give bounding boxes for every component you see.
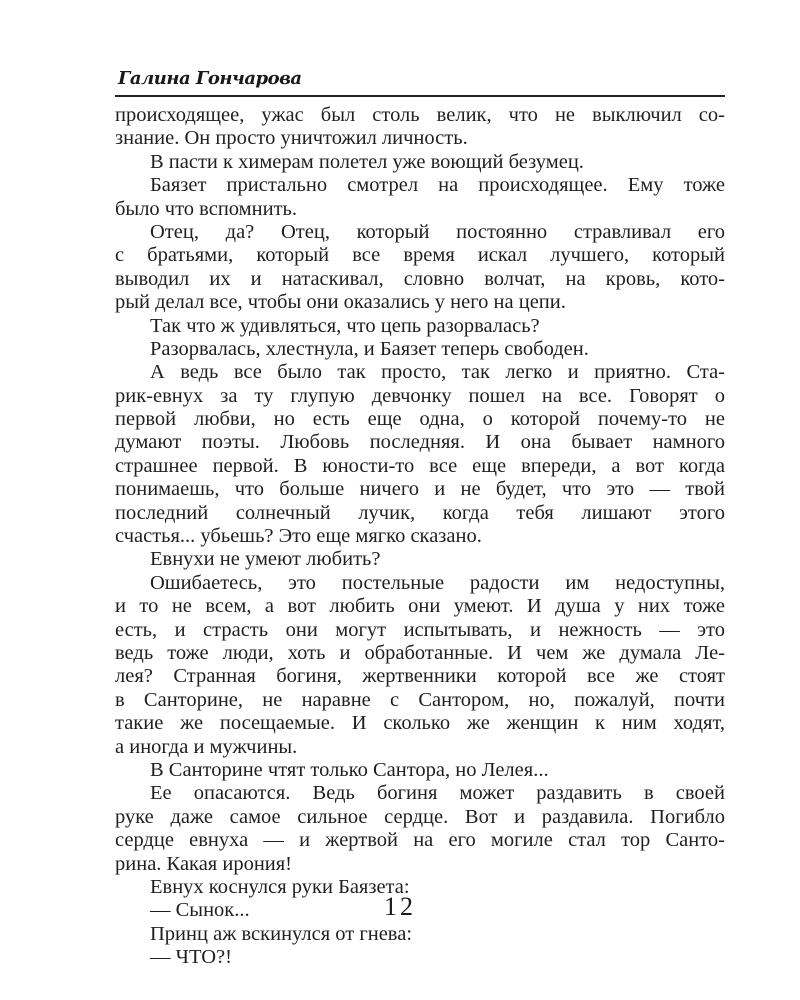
text-line: Отец, да? Отец, который постоянно стравливал его	[150, 220, 725, 243]
text-line: ведь тоже люди, хоть и обработанные. И чем же думала Ле-	[115, 641, 725, 664]
text-line: В Санторине чтят только Сантора, но Лелея...	[150, 758, 549, 781]
running-header	[115, 65, 725, 97]
text-line: Евнух коснулся руки Баязета:	[150, 875, 410, 898]
text-line: Разорвалась, хлестнула, и Баязет теперь свободен.	[150, 337, 589, 360]
text-line: страшнее первой. В юности-то все еще впереди, а вот когда	[115, 454, 725, 477]
text-line: рик-евнух за ту глупую девчонку пошел на все. Говорят о	[115, 384, 725, 407]
text-line: рый делал все, чтобы они оказались у него на цепи.	[115, 291, 566, 314]
text-line: такие же посещаемые. И сколько же женщин к ним ходят,	[115, 712, 725, 735]
text-line: Баязет пристально смотрел на происходящее. Ему тоже	[150, 174, 725, 197]
text-line: В пасти к химерам полетел уже воющий безумец.	[150, 150, 584, 173]
body-text	[115, 104, 725, 969]
text-line: знание. Он просто уничтожил личность.	[115, 127, 468, 150]
text-line: есть, и страсть они могут испытывать, и нежность — это	[115, 618, 725, 641]
text-line: понимаешь, что больше ничего и не будет, что это — твой	[115, 478, 725, 501]
text-line: в Санторине, не наравне с Сантором, но, пожалуй, почти	[115, 688, 725, 711]
text-line: с братьями, который все время искал лучшего, который	[115, 244, 725, 267]
text-line: рина. Какая ирония!	[115, 852, 293, 875]
text-line: Евнухи не умеют любить?	[150, 548, 381, 571]
text-line: выводил их и натаскивал, словно волчат, на кровь, кото-	[115, 267, 725, 290]
text-line: — Сынок...	[150, 899, 250, 922]
page-number: 12	[384, 892, 416, 921]
text-line: лея? Странная богиня, жертвенники которой все же стоят	[115, 665, 725, 688]
text-line: Принц аж вскинулся от гнева:	[150, 922, 413, 945]
text-line: первой любви, но есть еще одна, о которой почему-то не	[115, 408, 725, 431]
text-line: думают поэты. Любовь последняя. И она бывает намного	[115, 431, 725, 454]
text-line: Ее опасаются. Ведь богиня может раздавить в своей	[150, 782, 725, 805]
header-author-name: Галина Гончарова	[118, 68, 302, 89]
text-line: счастья... убьешь? Это еще мягко сказано.	[115, 525, 482, 548]
text-line: сердце евнуха — и жертвой на его могиле стал тор Санто-	[115, 829, 725, 852]
text-line: было что вспомнить.	[115, 197, 298, 220]
text-line: происходящее, ужас был столь велик, что не выключил со-	[115, 104, 725, 126]
text-line: последний солнечный лучик, когда тебя лишают этого	[115, 501, 725, 524]
text-line: Ошибаетесь, это постельные радости им недоступны,	[150, 571, 725, 594]
text-line: руке даже самое сильное сердце. Вот и раздавила. Погибло	[115, 805, 725, 828]
text-line: Так что ж удивляться, что цепь разорвалась?	[150, 314, 540, 337]
text-line: а иногда и мужчины.	[115, 735, 298, 758]
text-line: — ЧТО?!	[150, 946, 232, 969]
text-line: А ведь все было так просто, так легко и приятно. Ста-	[150, 361, 725, 384]
text-line: и то не всем, а вот любить они умеют. И душа у них тоже	[115, 595, 725, 618]
